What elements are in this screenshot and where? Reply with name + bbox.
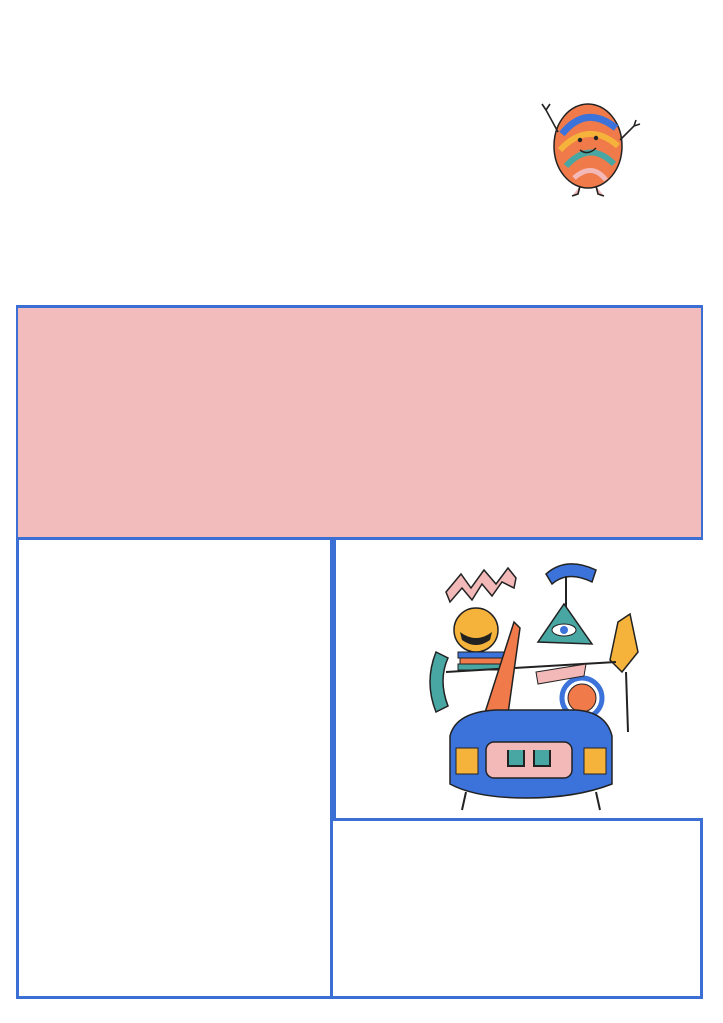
intro-paragraph xyxy=(18,419,701,450)
intro-paragraph xyxy=(18,308,701,388)
intro-box xyxy=(18,308,701,540)
play-sculpture-illustration xyxy=(416,552,656,814)
caper-logo xyxy=(476,24,700,274)
mascot-icon xyxy=(542,104,640,196)
left-column xyxy=(29,558,323,580)
illustration-box xyxy=(333,540,703,821)
